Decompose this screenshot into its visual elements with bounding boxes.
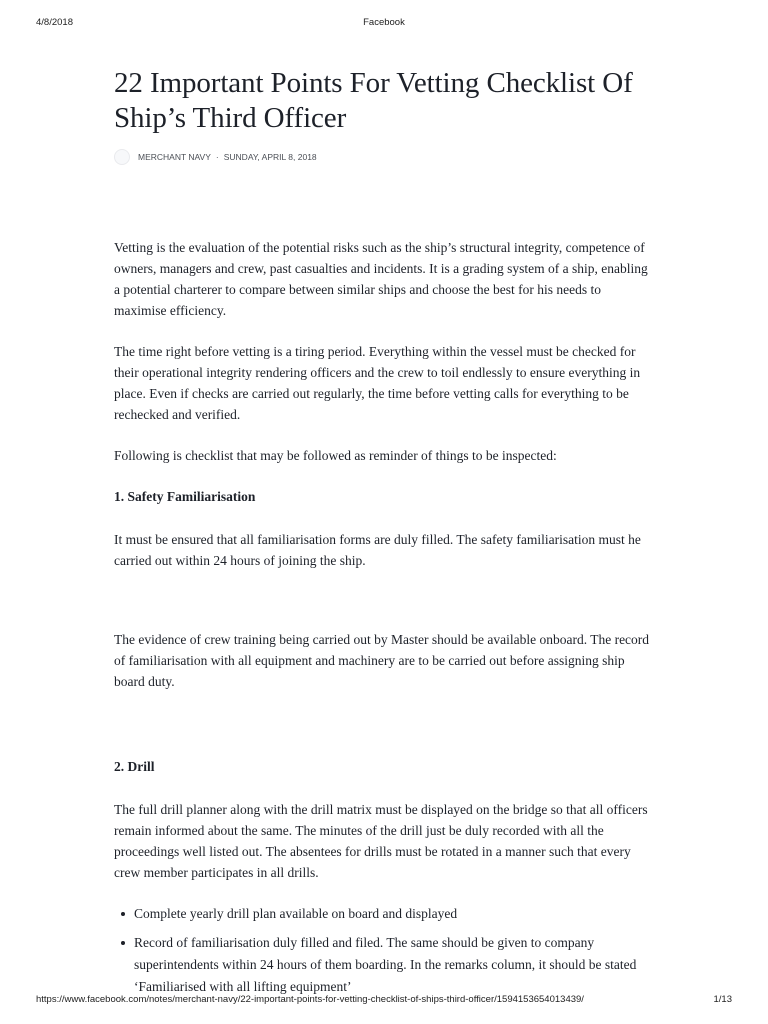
author-avatar[interactable] [114, 149, 130, 165]
section-heading-safety: 1. Safety Familiarisation [114, 489, 256, 504]
article-title: 22 Important Points For Vetting Checklist Of Ship’s Third Officer [114, 67, 633, 134]
section-paragraph: It must be ensured that all familiarisation forms are duly filled. The safety familiarisation must he carried out within 24 hours of joining the ship. [114, 532, 641, 568]
intro-paragraph: Vetting is the evaluation of the potential risks such as the ship’s structural integrity, competence of owners, managers and crew, past casualties and incidents. It is a grading system of a ship, enabling a potential charterer to compare between similar ships and choose the best for his needs to maximise efficiency. [114, 240, 648, 318]
publish-date[interactable]: SUNDAY, APRIL 8, 2018 [223, 152, 317, 162]
drill-bullet-list [114, 903, 654, 998]
spacer [114, 712, 654, 756]
spacer [114, 591, 654, 629]
author-name[interactable]: MERCHANT NAVY [138, 152, 211, 162]
note-article [114, 66, 654, 1005]
page-number: 1/13 [713, 994, 732, 1005]
section-heading-drill: 2. Drill [114, 759, 155, 774]
print-site-name: Facebook [363, 17, 405, 28]
section-paragraph: The full drill planner along with the drill matrix must be displayed on the bridge so that all officers remain informed about the same. The minutes of the drill just be duly recorded with all the proceedings well listed out. The absentees for drills must be rotated in a manner such that every crew member participates in all drills. [114, 802, 648, 880]
byline [114, 149, 654, 165]
print-header [36, 17, 732, 31]
byline-separator: · [215, 152, 219, 162]
print-footer [36, 994, 732, 1008]
list-item: Record of familiarisation duly filled and filed. The same should be given to company superintendents within 24 hours of them boarding. In the remarks column, it should be stated ‘Familiarised with all lifting equipment’ [134, 932, 654, 998]
article-body [114, 237, 654, 998]
list-item: Complete yearly drill plan available on board and displayed [134, 903, 654, 925]
intro-paragraph: Following is checklist that may be followed as reminder of things to be inspected: [114, 448, 557, 463]
page-url[interactable]: https://www.facebook.com/notes/merchant-navy/22-important-points-for-vetting-checklist-of-ships-third-officer/1594153654013439/ [36, 994, 584, 1005]
section-paragraph: The evidence of crew training being carried out by Master should be available onboard. The record of familiarisation with all equipment and machinery are to be carried out before assigning ship board duty. [114, 632, 650, 689]
print-date: 4/8/2018 [36, 17, 73, 28]
intro-paragraph: The time right before vetting is a tiring period. Everything within the vessel must be checked for their operational integrity rendering officers and the crew to toil endlessly to ensure everything in place. Even if checks are carried out regularly, the time before vetting calls for everything to be rechecked and verified. [114, 344, 641, 422]
